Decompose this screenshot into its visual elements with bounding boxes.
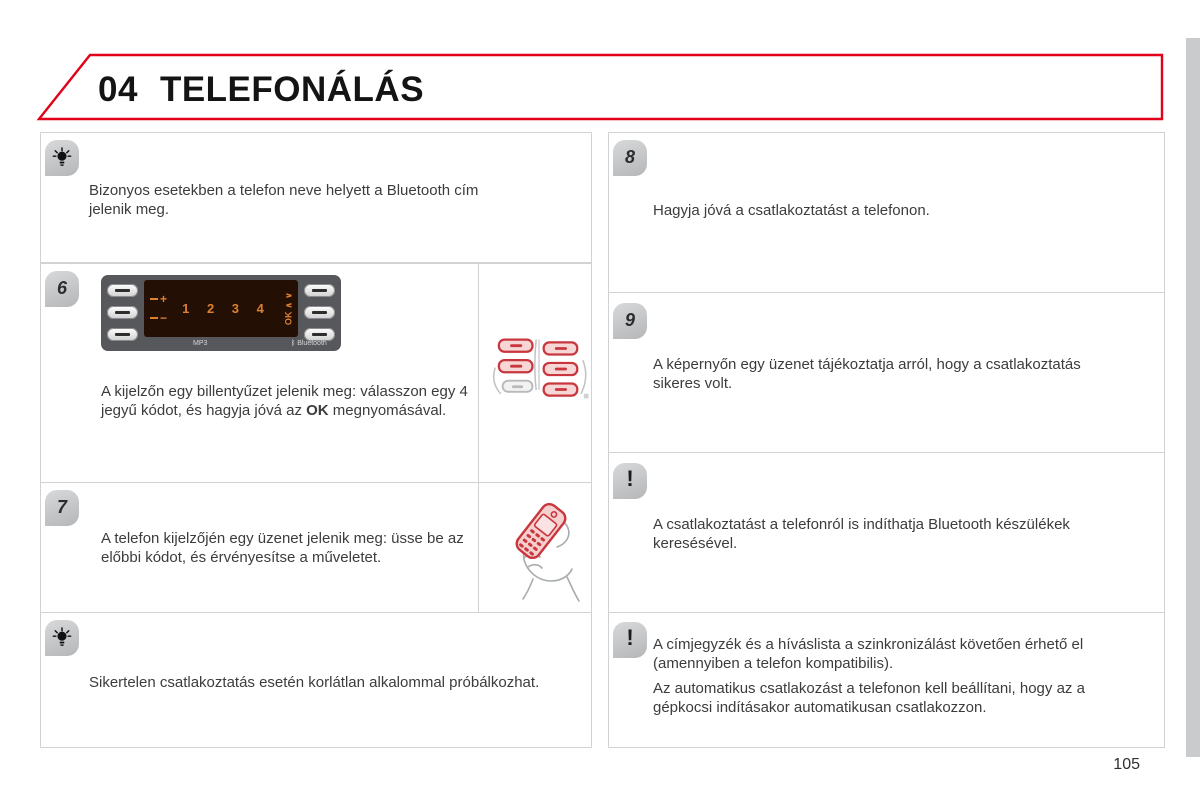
step-6-badge <box>45 271 79 307</box>
radio-bottom-labels <box>101 340 341 350</box>
bluetooth-icon: ᛒ <box>291 340 296 347</box>
tip-text: Bizonyos esetekben a telefon neve helyett a Bluetooth cím jelenik meg. <box>89 182 479 218</box>
note-paragraph-2: Az automatikus csatlakozást a telefonon kell beállítani, hogy az a gépkocsi indításakor automatikusan csatlakozzon. <box>653 680 1085 716</box>
chapter-number: 04 <box>98 70 138 109</box>
radio-screen <box>144 280 298 337</box>
lightbulb-icon <box>52 147 72 169</box>
tip-box-bluetooth-name <box>40 132 592 263</box>
warning-badge <box>613 622 647 658</box>
exclamation-icon: ! <box>626 625 634 650</box>
step-box-7 <box>40 482 592 613</box>
note-box-bluetooth-search <box>608 452 1165 613</box>
phone-in-hand-icon <box>503 493 595 605</box>
note-text-group <box>653 635 1129 723</box>
step-number: 7 <box>56 496 67 517</box>
step-box-8 <box>608 132 1165 293</box>
step-number: 8 <box>624 146 635 167</box>
lightbulb-icon <box>52 627 72 649</box>
step-8-text: Hagyja jóvá a csatlakoztatást a telefonon. <box>653 202 930 219</box>
bar-glyph <box>150 317 158 319</box>
warning-badge <box>613 463 647 499</box>
bar-glyph <box>150 298 158 300</box>
cell-divider <box>478 483 479 612</box>
chapter-title: TELEFONÁLÁS <box>159 70 425 109</box>
step-number: 9 <box>624 309 635 330</box>
ok-arrows-label: OK ∧ ∨ <box>283 291 294 326</box>
page-number: 105 <box>1113 756 1140 773</box>
step-number: 6 <box>56 277 67 298</box>
screen-digits: 1 2 3 4 <box>182 301 271 316</box>
mp3-label: MP3 <box>193 340 208 347</box>
radio-button <box>304 284 335 297</box>
note-box-sync <box>608 612 1165 748</box>
bluetooth-label: Bluetooth <box>297 340 327 347</box>
tip-text: Sikertelen csatlakoztatás esetén korlátlan alkalommal próbálkozhat. <box>89 674 540 691</box>
section-thumb-strip <box>1186 38 1200 757</box>
tip-box-retry <box>40 612 592 748</box>
step-8-badge <box>613 140 647 176</box>
radio-button <box>107 284 138 297</box>
step-box-6 <box>40 263 592 483</box>
radio-button <box>107 306 138 319</box>
minus-glyph: − <box>160 311 168 325</box>
note-text: A csatlakoztatást a telefonról is indíthatja Bluetooth készülékek keresésével. <box>653 516 1070 552</box>
plus-glyph: + <box>160 292 168 306</box>
keypad-buttons-icon <box>487 334 591 418</box>
note-paragraph-1: A címjegyzék és a híváslista a szinkronizálást követően érhető el (amennyiben a telefon kompatibilis). <box>653 636 1084 672</box>
step-9-text: A képernyőn egy üzenet tájékoztatja arról, hogy a csatlakoztatás sikeres volt. <box>653 356 1081 392</box>
step-7-text: A telefon kijelzőjén egy üzenet jelenik meg: üsse be az előbbi kódot, és érvényesítse a műveletet. <box>101 530 464 566</box>
step-box-9 <box>608 292 1165 453</box>
cell-divider <box>478 264 479 482</box>
step-6-text <box>101 382 473 420</box>
tip-badge <box>45 620 79 656</box>
tip-badge <box>45 140 79 176</box>
exclamation-icon: ! <box>626 466 634 491</box>
ok-bold: OK <box>306 402 329 419</box>
page-title <box>98 70 424 110</box>
step-6-text-start: A kijelzőn egy billentyűzet jelenik meg: válasszon egy 4 jegyű kódot, és hagyja jóvá az <box>101 383 468 419</box>
volume-plus-minus <box>144 280 167 337</box>
step-6-text-end: megnyomásával. <box>328 402 447 419</box>
radio-display-image <box>101 275 341 351</box>
step-9-badge <box>613 303 647 339</box>
step-7-badge <box>45 490 79 526</box>
